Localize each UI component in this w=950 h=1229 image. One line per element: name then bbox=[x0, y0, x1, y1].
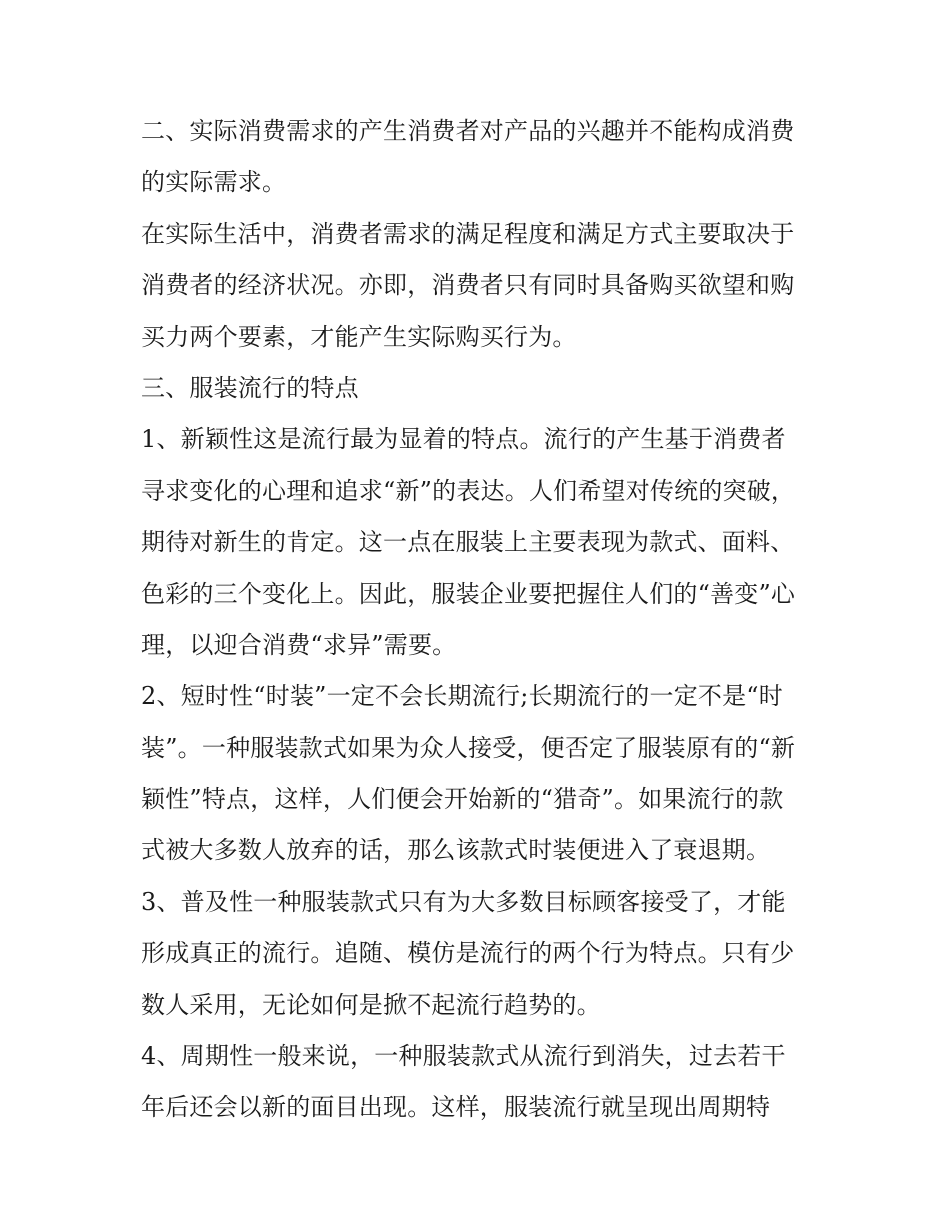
text-line: 寻求变化的心理和追求“新”的表达。人们希望对传统的突破， bbox=[141, 476, 796, 505]
text-line: 形成真正的流行。追随、模仿是流行的两个行为特点。只有少 bbox=[141, 939, 795, 968]
text-line: 年后还会以新的面目出现。这样，服装流行就呈现出周期特 bbox=[141, 1093, 771, 1122]
text-line: 的实际需求。 bbox=[141, 168, 287, 197]
text-line: 颖性”特点，这样，人们便会开始新的“猎奇”。如果流行的款 bbox=[141, 785, 784, 814]
text-line: 数人采用，无论如何是掀不起流行趋势的。 bbox=[141, 990, 601, 1019]
text-line: 在实际生活中，消费者需求的满足程度和满足方式主要取决于 bbox=[141, 219, 795, 248]
text-line: 3、普及性一种服装款式只有为大多数目标顾客接受了，才能 bbox=[141, 887, 786, 916]
text-line: 色彩的三个变化上。因此，服装企业要把握住人们的“善变”心 bbox=[141, 579, 796, 608]
text-line: 买力两个要素，才能产生实际购买行为。 bbox=[141, 322, 577, 351]
text-line: 4、周期性一般来说，一种服装款式从流行到消失，过去若干 bbox=[141, 1042, 786, 1071]
document-body bbox=[141, 106, 821, 1134]
text-line: 2、短时性“时装”一定不会长期流行;长期流行的一定不是“时 bbox=[141, 682, 783, 711]
text-line: 1、新颖性这是流行最为显着的特点。流行的产生基于消费者 bbox=[141, 425, 786, 454]
section-heading: 三、服装流行的特点 bbox=[141, 373, 359, 402]
text-line: 式被大多数人放弃的话，那么该款式时装便进入了衰退期。 bbox=[141, 836, 771, 865]
text-line: 二、实际消费需求的产生消费者对产品的兴趣并不能构成消费 bbox=[141, 117, 795, 145]
text-line: 理，以迎合消费“求异”需要。 bbox=[141, 630, 457, 659]
text-line: 消费者的经济状况。亦即，消费者只有同时具备购买欲望和购 bbox=[141, 271, 795, 300]
text-line: 期待对新生的肯定。这一点在服装上主要表现为款式、面料、 bbox=[141, 528, 795, 557]
text-line: 装”。一种服装款式如果为众人接受，便否定了服装原有的“新 bbox=[141, 733, 796, 762]
